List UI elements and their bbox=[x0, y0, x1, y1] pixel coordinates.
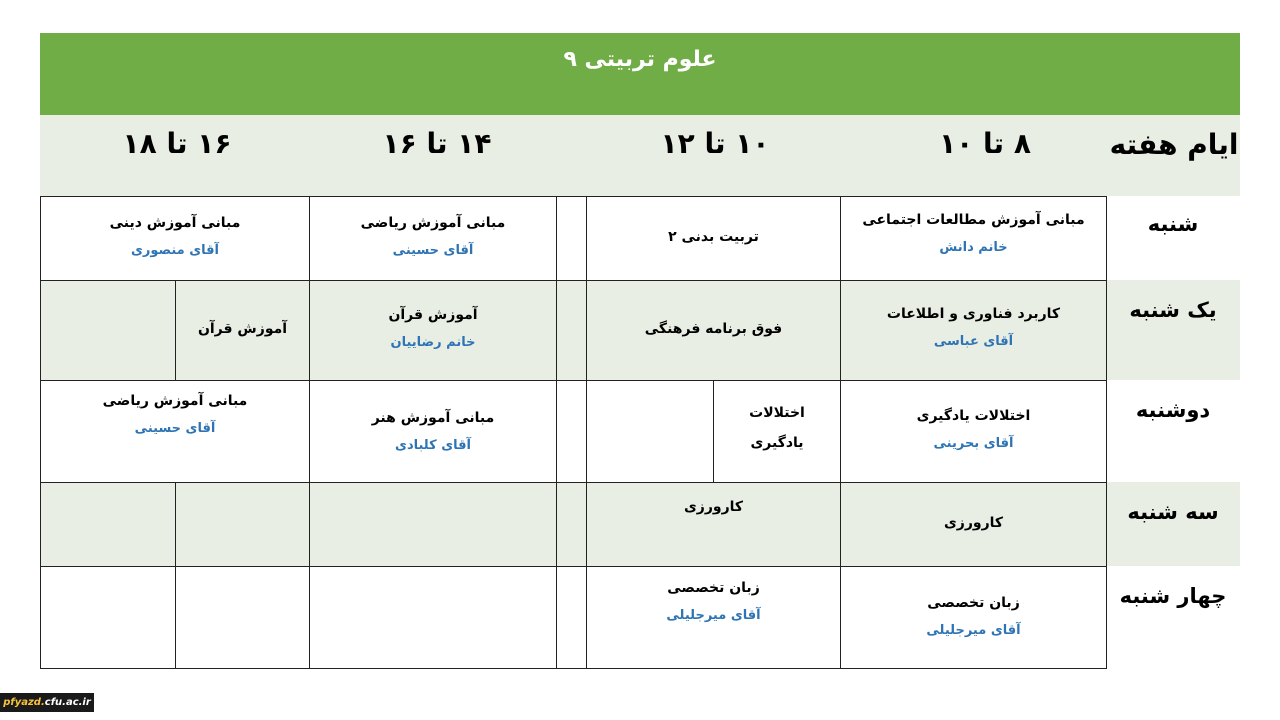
course-name: مبانی آموزش هنر bbox=[371, 410, 495, 426]
header-slot-16-18: ۱۶ تا ۱۸ bbox=[122, 127, 232, 160]
teacher-name: آقای میرجلیلی bbox=[666, 608, 761, 623]
course-name: مبانی آموزش ریاضی bbox=[102, 393, 248, 409]
day-label-sunday: یک شنبه bbox=[1129, 298, 1217, 322]
grid-line bbox=[40, 196, 1107, 197]
teacher-name: آقای عباسی bbox=[933, 334, 1014, 349]
schedule-cell-tuesday-8-10 bbox=[841, 508, 1106, 538]
header-days: ایام هفته bbox=[1109, 128, 1239, 161]
schedule-cell-saturday-8-10 bbox=[841, 205, 1106, 261]
grid-line bbox=[556, 196, 557, 669]
course-name: مبانی آموزش دینی bbox=[109, 215, 241, 231]
course-name: کارورزی bbox=[943, 515, 1004, 531]
course-name: کاربرد فناوری و اطلاعات bbox=[886, 306, 1061, 322]
course-name-line-2: یادگیری bbox=[750, 435, 804, 451]
course-name: فوق برنامه فرهنگی bbox=[644, 321, 783, 337]
course-name: آموزش قرآن bbox=[388, 307, 478, 323]
teacher-name: خانم دانش bbox=[939, 240, 1008, 255]
day-label-wednesday: چهار شنبه bbox=[1119, 584, 1227, 608]
page-title: علوم تربیتی ۹ bbox=[563, 47, 717, 72]
course-name: مبانی آموزش ریاضی bbox=[360, 215, 506, 231]
schedule-cell-sunday-14-16 bbox=[310, 300, 556, 356]
schedule-cell-saturday-14-16 bbox=[310, 208, 556, 264]
grid-line bbox=[40, 380, 1107, 381]
schedule-cell-monday-8-10 bbox=[841, 401, 1106, 457]
teacher-name: آقای کلبادی bbox=[395, 438, 471, 453]
schedule-cell-monday-14-16 bbox=[310, 403, 556, 459]
day-label-saturday: شنبه bbox=[1147, 212, 1199, 236]
site-logo bbox=[0, 693, 94, 712]
course-name: مبانی آموزش مطالعات اجتماعی bbox=[862, 212, 1085, 228]
day-label-monday: دوشنبه bbox=[1135, 398, 1211, 422]
logo-domain-text: cfu.ac.ir bbox=[44, 697, 91, 708]
schedule-cell-wednesday-10-12 bbox=[587, 573, 840, 629]
schedule-cell-tuesday-10-12 bbox=[587, 492, 840, 522]
teacher-name: آقای حسینی bbox=[134, 421, 216, 436]
header-slot-10-12: ۱۰ تا ۱۲ bbox=[660, 127, 770, 160]
schedule-cell-sunday-8-10 bbox=[841, 299, 1106, 355]
teacher-name: آقای میرجلیلی bbox=[926, 623, 1021, 638]
header-slot-8-10: ۸ تا ۱۰ bbox=[939, 127, 1031, 160]
teacher-name: آقای بحرینی bbox=[933, 436, 1014, 451]
course-name: تربیت بدنی ۲ bbox=[668, 229, 759, 245]
schedule-cell-monday-16-18 bbox=[41, 386, 309, 442]
course-name-line-1: اختلالات bbox=[749, 405, 805, 421]
grid-line bbox=[40, 668, 1107, 669]
logo-main-text: pfyazd. bbox=[3, 697, 45, 708]
teacher-name: خانم رضاییان bbox=[390, 335, 476, 350]
course-name: زبان تخصصی bbox=[927, 595, 1020, 611]
day-label-tuesday: سه شنبه bbox=[1127, 500, 1219, 524]
course-name: اختلالات یادگیری bbox=[916, 408, 1031, 424]
header-slot-14-16: ۱۴ تا ۱۶ bbox=[382, 127, 492, 160]
grid-line bbox=[40, 482, 1107, 483]
grid-line bbox=[40, 566, 1107, 567]
schedule-cell-wednesday-8-10 bbox=[841, 588, 1106, 644]
schedule-cell-saturday-10-12 bbox=[587, 222, 840, 252]
grid-line bbox=[175, 482, 176, 669]
teacher-name: آقای منصوری bbox=[130, 243, 219, 258]
teacher-name: آقای حسینی bbox=[392, 243, 474, 258]
schedule-cell-sunday-10-12 bbox=[587, 314, 840, 344]
schedule-cell-monday-10-12 bbox=[714, 398, 840, 458]
course-name: کارورزی bbox=[683, 499, 744, 515]
course-name: زبان تخصصی bbox=[667, 580, 760, 596]
course-name: آموزش قرآن bbox=[197, 321, 288, 337]
schedule-cell-sunday-16-18 bbox=[176, 314, 309, 344]
schedule-cell-saturday-16-18 bbox=[41, 208, 309, 264]
title-bar bbox=[40, 33, 1240, 115]
grid-line bbox=[40, 280, 1107, 281]
